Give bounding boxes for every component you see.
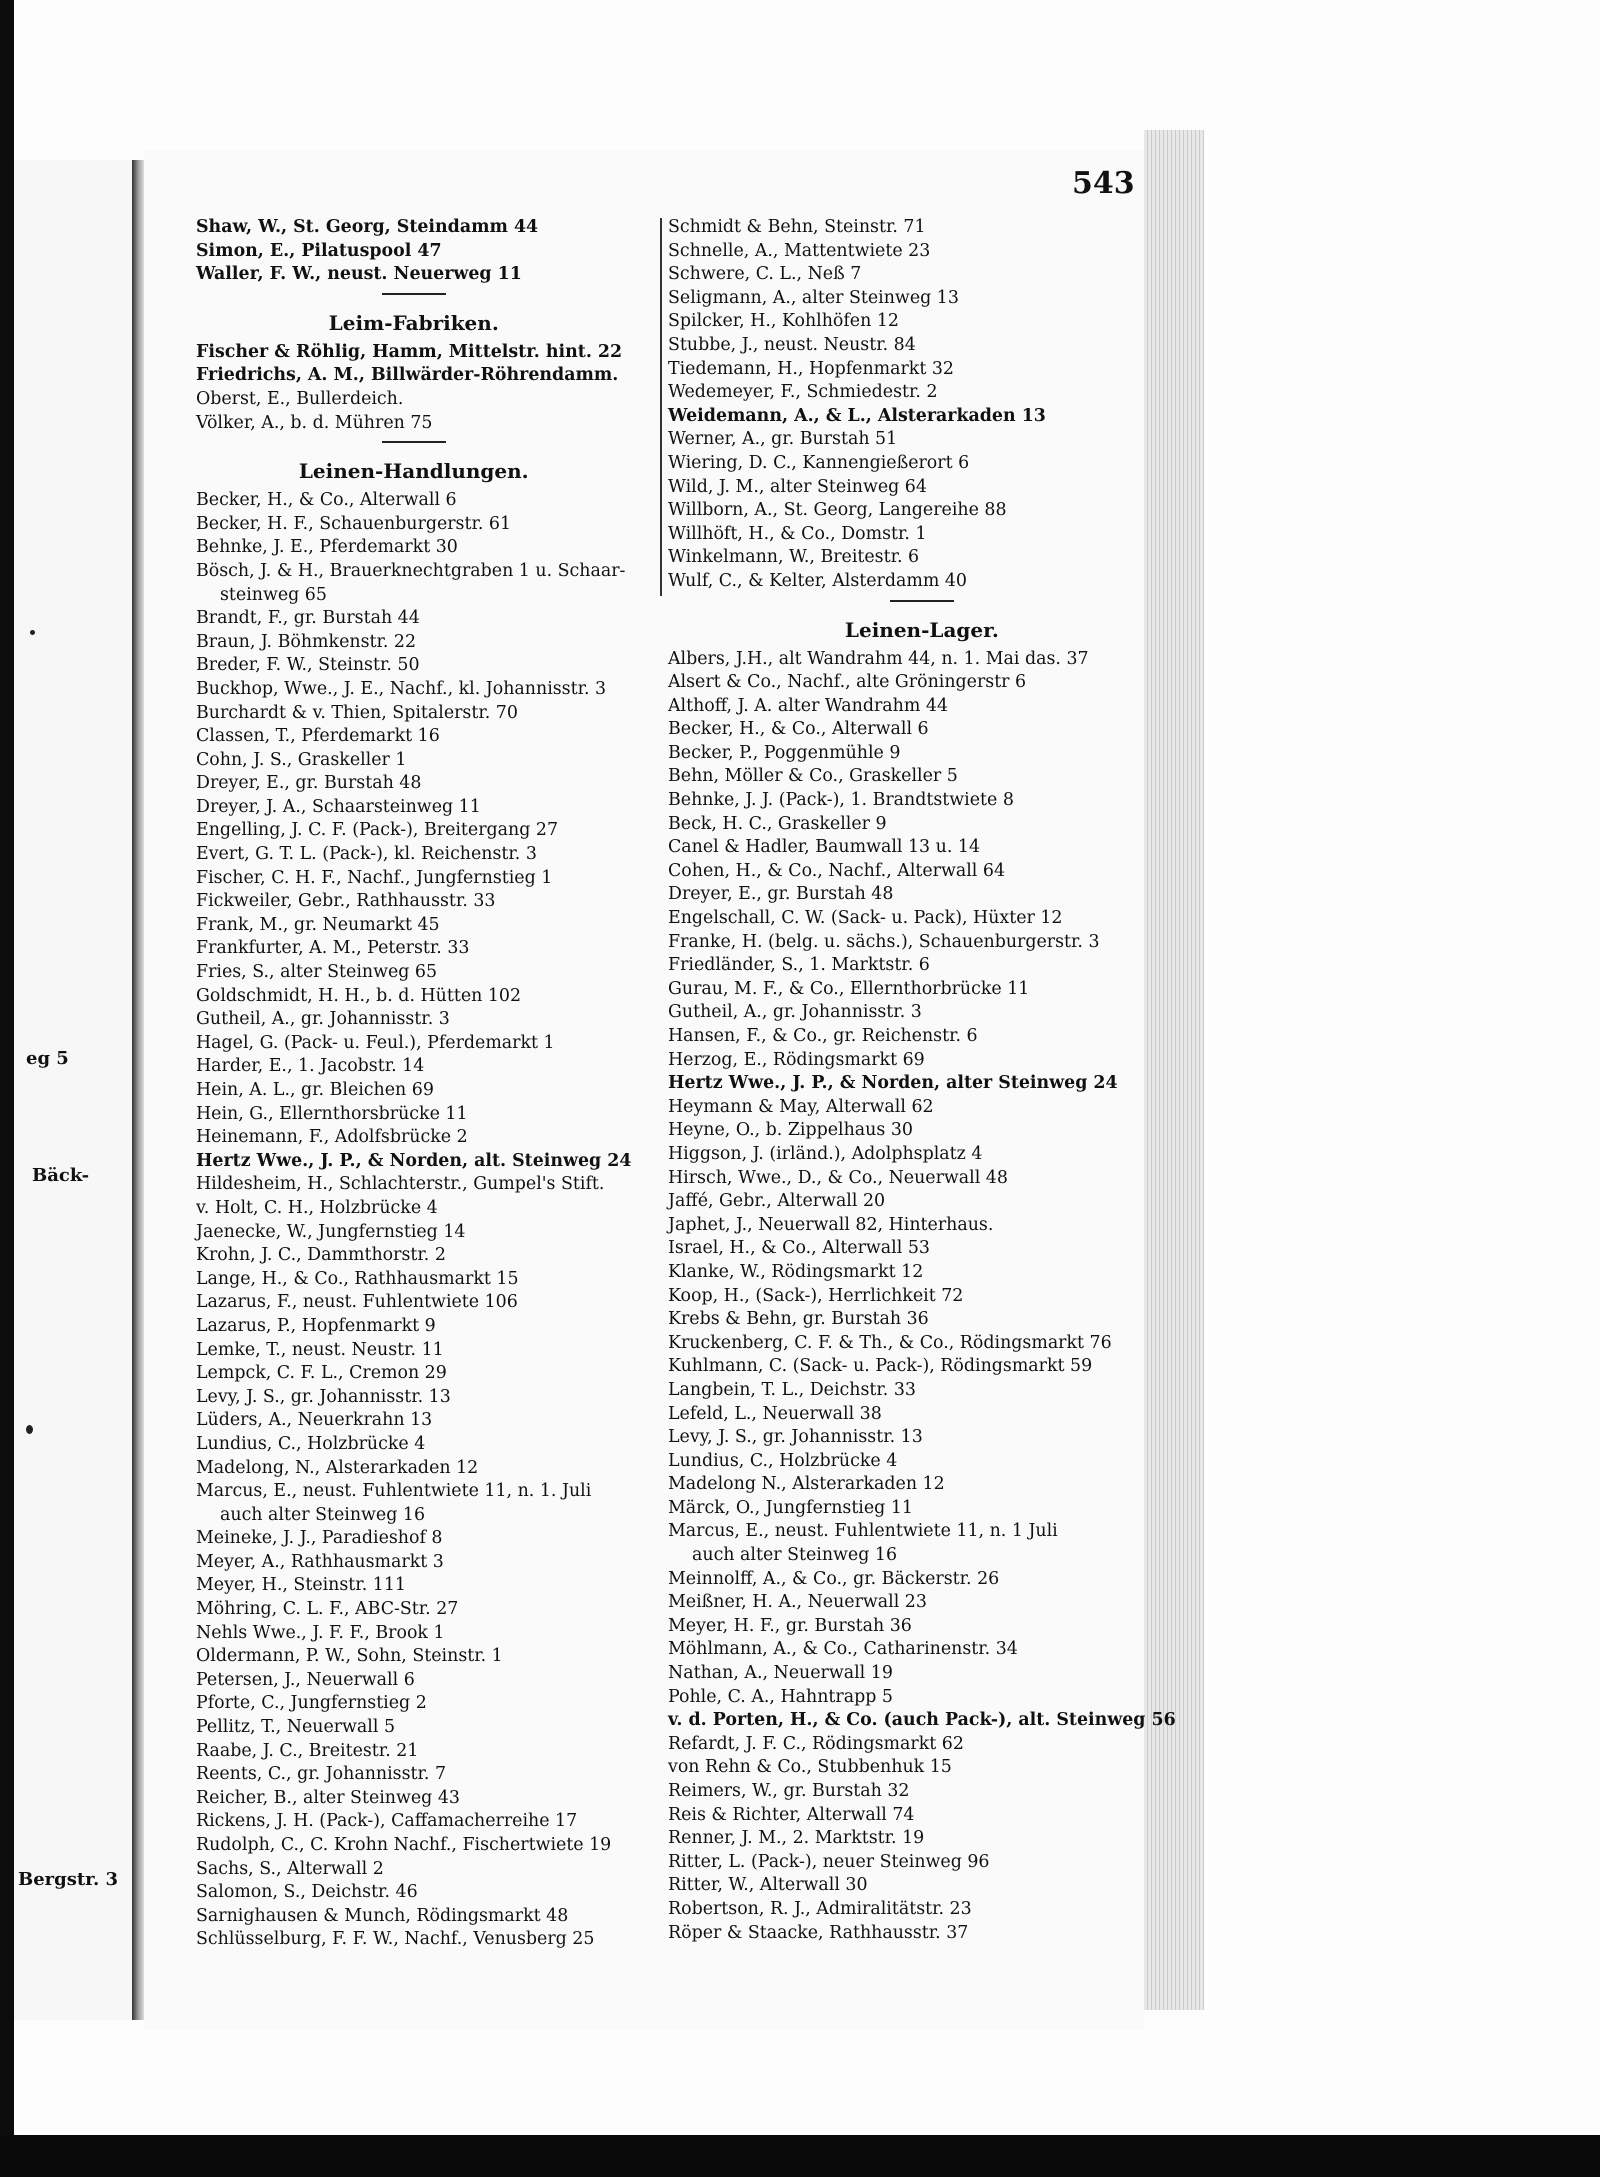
directory-entry: Klanke, W., Rödingsmarkt 12 [668, 1261, 924, 1282]
directory-entry: Levy, J. S., gr. Johannisstr. 13 [668, 1427, 923, 1448]
directory-entry: Behnke, J. E., Pferdemarkt 30 [196, 537, 458, 558]
directory-entry: Frank, M., gr. Neumarkt 45 [196, 914, 440, 935]
directory-entry: Sarnighausen & Munch, Rödingsmarkt 48 [196, 1905, 569, 1926]
section-heading: Leim-Fabriken. [328, 310, 499, 335]
directory-entry: Möhlmann, A., & Co., Catharinenstr. 34 [668, 1639, 1018, 1660]
directory-entry: Völker, A., b. d. Mühren 75 [196, 412, 433, 433]
directory-entry: Willborn, A., St. Georg, Langereihe 88 [668, 500, 1007, 521]
directory-entry: Burchardt & v. Thien, Spitalerstr. 70 [196, 702, 518, 723]
directory-entry: Waller, F. W., neust. Neuerweg 11 [196, 264, 522, 285]
directory-entry: Schwere, C. L., Neß 7 [668, 264, 862, 285]
section-rule [668, 594, 1176, 608]
directory-entry: Stubbe, J., neust. Neustr. 84 [668, 334, 916, 355]
directory-entry: Friedländer, S., 1. Marktstr. 6 [668, 955, 930, 976]
directory-entry: Pforte, C., Jungfernstieg 2 [196, 1693, 427, 1714]
directory-entry: Behn, Möller & Co., Graskeller 5 [668, 766, 958, 787]
directory-entry: Behnke, J. J. (Pack-), 1. Brandtstwiete 8 [668, 790, 1014, 811]
directory-entry: Lefeld, L., Neuerwall 38 [668, 1403, 882, 1424]
directory-entry: Bösch, J. & H., Brauerknechtgraben 1 u. Schaar- [196, 560, 626, 581]
directory-entry: Pohle, C. A., Hahntrapp 5 [668, 1686, 893, 1707]
directory-entry: Madelong N., Alsterarkaden 12 [668, 1474, 945, 1495]
directory-entry: Engelschall, C. W. (Sack- u. Pack), Hüxter 12 [668, 908, 1063, 929]
directory-entry: Nathan, A., Neuerwall 19 [668, 1663, 893, 1684]
directory-entry: Lundius, C., Holzbrücke 4 [196, 1433, 426, 1454]
directory-entry: Rickens, J. H. (Pack-), Caffamacherreihe 17 [196, 1811, 578, 1832]
directory-entry: Möhring, C. L. F., ABC-Str. 27 [196, 1599, 459, 1620]
directory-entry: Hagel, G. (Pack- u. Feul.), Pferdemarkt 1 [196, 1032, 555, 1053]
directory-entry: Lüders, A., Neuerkrahn 13 [196, 1410, 433, 1431]
directory-entry: Winkelmann, W., Breitestr. 6 [668, 547, 920, 568]
directory-entry: Lazarus, P., Hopfenmarkt 9 [196, 1315, 436, 1336]
directory-entry: v. d. Porten, H., & Co. (auch Pack-), alt. Steinweg 56 [668, 1710, 1176, 1731]
directory-entry: Fries, S., alter Steinweg 65 [196, 962, 438, 983]
directory-entry: Hildesheim, H., Schlachterstr., Gumpel's Stift. [196, 1174, 605, 1195]
directory-entry: Meineke, J. J., Paradieshof 8 [196, 1528, 443, 1549]
directory-entry: Lazarus, F., neust. Fuhlentwiete 106 [196, 1292, 518, 1313]
book-gutter [132, 160, 144, 2020]
directory-entry: Frankfurter, A. M., Peterstr. 33 [196, 938, 470, 959]
directory-entry: Brandt, F., gr. Burstah 44 [196, 608, 420, 629]
directory-entry: Meinnolff, A., & Co., gr. Bäckerstr. 26 [668, 1568, 1000, 1589]
directory-entry: Meyer, H. F., gr. Burstah 36 [668, 1615, 912, 1636]
directory-entry: Dreyer, E., gr. Burstah 48 [196, 773, 422, 794]
directory-entry: Hertz Wwe., J. P., & Norden, alter Steinweg 24 [668, 1073, 1118, 1094]
directory-entry: Evert, G. T. L. (Pack-), kl. Reichenstr. 3 [196, 844, 537, 865]
directory-entry: Reents, C., gr. Johannisstr. 7 [196, 1764, 447, 1785]
directory-entry: Robertson, R. J., Admiralitätstr. 23 [668, 1898, 972, 1919]
right-column [668, 216, 1176, 1945]
directory-entry: Madelong, N., Alsterarkaden 12 [196, 1457, 479, 1478]
directory-entry: Tiedemann, H., Hopfenmarkt 32 [668, 358, 954, 379]
directory-entry: Spilcker, H., Kohlhöfen 12 [668, 311, 899, 332]
prev-fragment-1: eg 5 [26, 1048, 69, 1069]
directory-entry: Hertz Wwe., J. P., & Norden, alt. Steinweg 24 [196, 1150, 632, 1171]
directory-entry: Shaw, W., St. Georg, Steindamm 44 [196, 217, 539, 237]
directory-entry: Fickweiler, Gebr., Rathhausstr. 33 [196, 891, 496, 912]
directory-entry: Renner, J. M., 2. Marktstr. 19 [668, 1828, 925, 1849]
directory-entry: Lundius, C., Holzbrücke 4 [668, 1450, 898, 1471]
directory-entry: Gutheil, A., gr. Johannisstr. 3 [196, 1009, 450, 1030]
directory-entry-continuation: steinweg 65 [220, 584, 327, 605]
directory-entry-continuation: auch alter Steinweg 16 [220, 1504, 426, 1525]
speck [30, 630, 35, 635]
directory-entry: Becker, H., & Co., Alterwall 6 [196, 490, 457, 511]
directory-entry: Schmidt & Behn, Steinstr. 71 [668, 217, 926, 237]
directory-entry: Nehls Wwe., J. F. F., Brook 1 [196, 1622, 445, 1643]
directory-entry: Reis & Richter, Alterwall 74 [668, 1804, 915, 1825]
directory-entry: Higgson, J. (irländ.), Adolphsplatz 4 [668, 1143, 983, 1164]
directory-entry: Becker, H. F., Schauenburgerstr. 61 [196, 513, 512, 534]
directory-entry: von Rehn & Co., Stubbenhuk 15 [668, 1757, 952, 1778]
column-divider [660, 218, 662, 596]
directory-entry: Koop, H., (Sack-), Herrlichkeit 72 [668, 1285, 964, 1306]
directory-entry: Cohn, J. S., Graskeller 1 [196, 749, 407, 770]
directory-entry: Classen, T., Pferdemarkt 16 [196, 726, 440, 747]
directory-entry: Lemke, T., neust. Neustr. 11 [196, 1339, 444, 1360]
directory-entry: Oldermann, P. W., Sohn, Steinstr. 1 [196, 1646, 503, 1667]
directory-entry: Harder, E., 1. Jacobstr. 14 [196, 1056, 425, 1077]
directory-entry: Gutheil, A., gr. Johannisstr. 3 [668, 1002, 922, 1023]
directory-entry: Israel, H., & Co., Alterwall 53 [668, 1238, 930, 1259]
directory-entry: Lange, H., & Co., Rathhausmarkt 15 [196, 1268, 519, 1289]
directory-entry: Meyer, H., Steinstr. 111 [196, 1575, 406, 1596]
section-rule [196, 435, 631, 449]
page-number: 543 [1072, 166, 1135, 201]
prev-fragment-3: Bergstr. 3 [18, 1869, 119, 1890]
directory-entry: Werner, A., gr. Burstah 51 [668, 429, 898, 450]
directory-entry: Kuhlmann, C. (Sack- u. Pack-), Rödingsmarkt 59 [668, 1356, 1093, 1377]
section-heading: Leinen-Handlungen. [298, 459, 529, 484]
directory-entry: Schlüsselburg, F. F. W., Nachf., Venusberg 25 [196, 1929, 595, 1950]
directory-entry: Becker, P., Poggenmühle 9 [668, 742, 901, 763]
directory-entry: Cohen, H., & Co., Nachf., Alterwall 64 [668, 860, 1006, 881]
directory-entry: Pellitz, T., Neuerwall 5 [196, 1717, 396, 1738]
directory-entry: Hansen, F., & Co., gr. Reichenstr. 6 [668, 1026, 978, 1046]
directory-entry: Märck, O., Jungfernstieg 11 [668, 1497, 913, 1518]
directory-entry: Schnelle, A., Mattentwiete 23 [668, 240, 931, 261]
directory-entry: Gurau, M. F., & Co., Ellernthorbrücke 11 [668, 978, 1030, 999]
directory-entry: Ritter, L. (Pack-), neuer Steinweg 96 [668, 1851, 990, 1872]
directory-entry: Krebs & Behn, gr. Burstah 36 [668, 1309, 929, 1330]
directory-entry: Raabe, J. C., Breitestr. 21 [196, 1740, 419, 1761]
directory-entry: Braun, J. Böhmkenstr. 22 [196, 631, 417, 652]
directory-entry: Heinemann, F., Adolfsbrücke 2 [196, 1127, 468, 1148]
directory-entry: Seligmann, A., alter Steinweg 13 [668, 287, 959, 308]
section-rule [196, 287, 631, 301]
directory-entry: Japhet, J., Neuerwall 82, Hinterhaus. [668, 1214, 994, 1235]
directory-entry: Buckhop, Wwe., J. E., Nachf., kl. Johannisstr. 3 [196, 678, 607, 699]
directory-entry: Dreyer, E., gr. Burstah 48 [668, 884, 894, 905]
scan-border-bottom [0, 2135, 1600, 2177]
directory-entry: Oberst, E., Bullerdeich. [196, 388, 404, 409]
directory-entry: Lempck, C. F. L., Cremon 29 [196, 1363, 447, 1384]
directory-entry-continuation: auch alter Steinweg 16 [692, 1545, 898, 1566]
directory-entry: Weidemann, A., & L., Alsterarkaden 13 [668, 405, 1046, 426]
directory-entry: Marcus, E., neust. Fuhlentwiete 11, n. 1 Juli [668, 1521, 1058, 1542]
directory-entry: Kruckenberg, C. F. & Th., & Co., Rödingsmarkt 76 [668, 1332, 1112, 1353]
directory-entry: Hirsch, Wwe., D., & Co., Neuerwall 48 [668, 1167, 1008, 1188]
directory-entry: Heyne, O., b. Zippelhaus 30 [668, 1120, 913, 1141]
directory-entry: Meißner, H. A., Neuerwall 23 [668, 1592, 927, 1613]
directory-entry: Meyer, A., Rathhausmarkt 3 [196, 1551, 444, 1572]
scan-border-left [0, 0, 14, 2140]
directory-entry: Beck, H. C., Graskeller 9 [668, 813, 887, 834]
directory-entry: Wiering, D. C., Kannengießerort 6 [668, 452, 970, 473]
directory-entry: Wulf, C., & Kelter, Alsterdamm 40 [668, 570, 967, 591]
directory-entry: Wedemeyer, F., Schmiedestr. 2 [668, 382, 938, 403]
directory-entry: Petersen, J., Neuerwall 6 [196, 1669, 415, 1690]
directory-entry: Jaffé, Gebr., Alterwall 20 [668, 1191, 886, 1212]
directory-entry: Reimers, W., gr. Burstah 32 [668, 1781, 910, 1801]
directory-entry: Simon, E., Pilatuspool 47 [196, 240, 442, 261]
directory-entry: Rudolph, C., C. Krohn Nachf., Fischertwiete 19 [196, 1835, 612, 1855]
directory-entry: Reicher, B., alter Steinweg 43 [196, 1787, 460, 1808]
directory-entry: Marcus, E., neust. Fuhlentwiete 11, n. 1. Juli [196, 1481, 592, 1502]
directory-entry: Herzog, E., Rödingsmarkt 69 [668, 1049, 925, 1070]
prev-fragment-2: Bäck- [32, 1165, 90, 1186]
previous-page-strip [14, 160, 134, 2020]
directory-entry: Sachs, S., Alterwall 2 [196, 1858, 384, 1879]
directory-entry: Heymann & May, Alterwall 62 [668, 1096, 934, 1117]
speck [26, 1425, 33, 1434]
directory-entry: Goldschmidt, H. H., b. d. Hütten 102 [196, 985, 522, 1006]
directory-entry: Langbein, T. L., Deichstr. 33 [668, 1379, 916, 1400]
directory-entry: Willhöft, H., & Co., Domstr. 1 [668, 523, 927, 544]
section-heading: Leinen-Lager. [844, 617, 999, 642]
directory-entry: Jaenecke, W., Jungfernstieg 14 [196, 1221, 466, 1242]
directory-entry: Hein, A. L., gr. Bleichen 69 [196, 1080, 434, 1100]
directory-entry: Breder, F. W., Steinstr. 50 [196, 655, 420, 676]
directory-entry: Krohn, J. C., Dammthorstr. 2 [196, 1245, 446, 1266]
directory-entry: Fischer, C. H. F., Nachf., Jungfernstieg 1 [196, 867, 553, 888]
directory-entry: Dreyer, J. A., Schaarsteinweg 11 [196, 796, 481, 817]
directory-entry: Levy, J. S., gr. Johannisstr. 13 [196, 1386, 451, 1407]
directory-entry: v. Holt, C. H., Holzbrücke 4 [196, 1197, 438, 1218]
directory-entry: Alsert & Co., Nachf., alte Gröningerstr 6 [668, 672, 1027, 693]
directory-entry: Canel & Hadler, Baumwall 13 u. 14 [668, 837, 981, 858]
directory-entry: Fischer & Röhlig, Hamm, Mittelstr. hint. 22 [196, 341, 623, 362]
directory-entry: Salomon, S., Deichstr. 46 [196, 1882, 418, 1903]
directory-entry: Becker, H., & Co., Alterwall 6 [668, 719, 929, 740]
directory-entry: Albers, J.H., alt Wandrahm 44, n. 1. Mai das. 37 [668, 648, 1089, 669]
directory-entry: Franke, H. (belg. u. sächs.), Schauenburgerstr. 3 [668, 931, 1100, 952]
directory-entry: Friedrichs, A. M., Billwärder-Röhrendamm. [196, 365, 619, 386]
directory-entry: Ritter, W., Alterwall 30 [668, 1875, 868, 1896]
directory-entry: Röper & Staacke, Rathhausstr. 37 [668, 1922, 969, 1943]
directory-entry: Wild, J. M., alter Steinweg 64 [668, 476, 927, 497]
directory-entry: Althoff, J. A. alter Wandrahm 44 [668, 695, 949, 716]
directory-entry: Hein, G., Ellernthorsbrücke 11 [196, 1103, 468, 1124]
left-column [196, 216, 631, 1952]
directory-entry: Refardt, J. F. C., Rödingsmarkt 62 [668, 1733, 964, 1754]
directory-entry: Engelling, J. C. F. (Pack-), Breitergang 27 [196, 820, 559, 841]
